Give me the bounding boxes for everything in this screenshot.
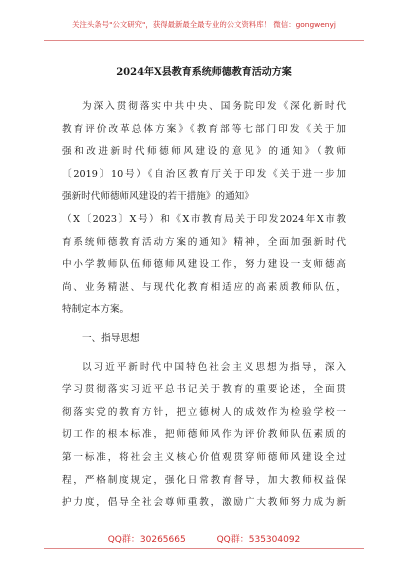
paragraph-line: 强和改进新时代师德师风建设的意见》的通知》（教师 <box>62 146 346 158</box>
paragraph-line: 护力度，倡导全社会尊师重教，激励广大教师努力成为新 <box>62 497 346 509</box>
paragraph-line: 为深入贯彻落实中共中央、国务院印发《深化新时代 <box>82 101 346 112</box>
paragraph-line: 切工作的根本标准，把师德师风作为评价教师队伍素质的 <box>62 429 346 441</box>
paragraph-line: 〔2019〕10号）《自治区教育厅关于印发《关于进一步加 <box>62 168 346 180</box>
document-body <box>62 96 346 515</box>
paragraph-line: 学习贯彻落实习近平总书记关于教育的重要论述，全面贯 <box>62 384 346 396</box>
paragraph-line: 强新时代师德师风建设的若干措施》的通知》 <box>62 191 254 203</box>
footer-qq-group-2: QQ群：535304092 <box>216 535 301 545</box>
paragraph-line: 彻落实党的教育方针，把立德树人的成效作为检验学校一 <box>62 406 346 418</box>
section-heading: 一、指导思想 <box>82 332 140 344</box>
header-divider <box>44 40 364 41</box>
paragraph-line: 特制定本方案。 <box>62 304 130 316</box>
paragraph-line: 尚、业务精湛、与现代化教育相适应的高素质教师队伍， <box>62 281 346 293</box>
paragraph-line: 教育评价改革总体方案》《教育部等七部门印发《关于加 <box>62 123 346 135</box>
paragraph-line: 程，严格制度规定，强化日常教育督导，加大教师权益保 <box>62 474 346 486</box>
paragraph-line: 育系统师德教育活动方案的通知》精神，全面加强新时代 <box>62 236 346 248</box>
paragraph-line: 第一标准，将社会主义核心价值观贯穿师德师风建设全过 <box>62 451 346 463</box>
paragraph-line: 以习近平新时代中国特色社会主义思想为指导，深入 <box>82 361 346 373</box>
header-promo-text: 关注头条号"公文研究"，获得最新最全最专业的公文资料库！ 微信：gongwenyj <box>72 20 336 29</box>
paragraph-line: 中小学教师队伍师德师风建设工作，努力建设一支师德高 <box>62 259 346 271</box>
document-title: 2024年X县教育系统师德教育活动方案 <box>116 67 292 78</box>
footer-qq-group-1: QQ群：30265665 <box>107 535 186 545</box>
footer-contacts <box>0 534 408 546</box>
footer-divider <box>44 548 364 549</box>
paragraph-line: （X〔2023〕X号）和《X市教育局关于印发2024年X市教 <box>62 213 346 225</box>
